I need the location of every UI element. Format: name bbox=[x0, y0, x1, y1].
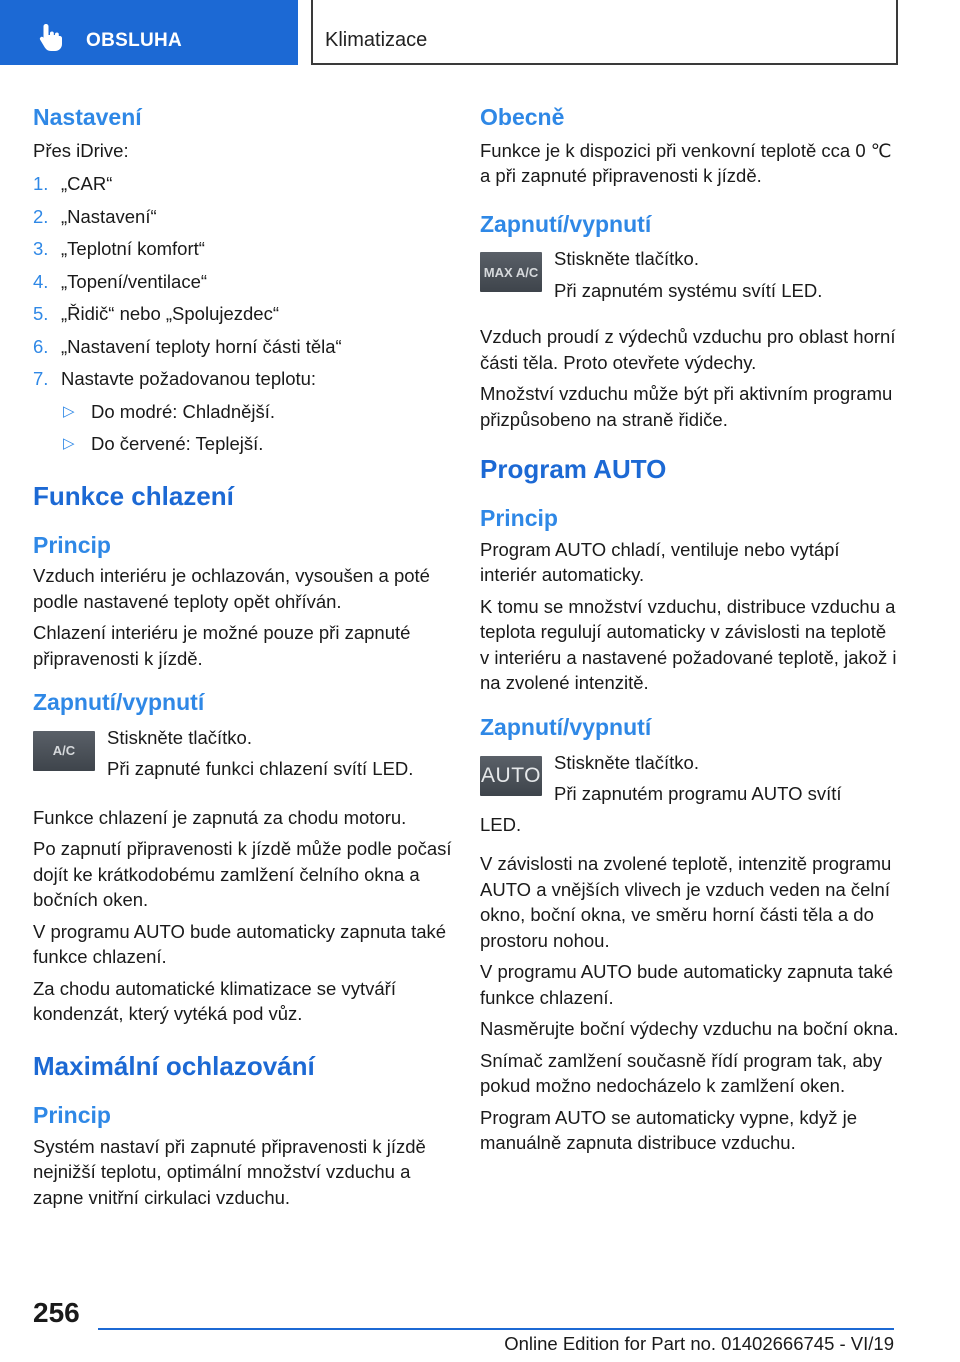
heading-obecne: Obecně bbox=[480, 104, 565, 130]
ac-button-image: A/C bbox=[33, 731, 95, 771]
list-item: 7. Nastavte požadovanou teplotu: bbox=[33, 368, 317, 390]
list-item: 5. „Řidič“ nebo „Spolujezdec“ bbox=[33, 303, 279, 325]
ac-button-block bbox=[33, 725, 453, 795]
paragraph: Program AUTO se automaticky vypne, když je manuálně zapnuta distribuce vzduchu. bbox=[480, 1106, 858, 1154]
paragraph: Snímač zamlžení současně řídí program tak, aby pokud možno nedocházelo k zamlžení oken. bbox=[480, 1049, 883, 1097]
steps-list bbox=[33, 171, 453, 457]
paragraph: Chlazení interiéru je možné pouze při zapnuté připravenosti k jízdě. bbox=[33, 622, 411, 669]
heading-princip: Princip bbox=[33, 1102, 111, 1129]
paragraph: Funkce chlazení je zapnutá za chodu motoru. bbox=[33, 806, 407, 828]
paragraph: V programu AUTO bude automaticky zapnuta také funkce chlazení. bbox=[480, 961, 894, 1008]
left-column bbox=[33, 100, 453, 1210]
max-ac-button-image: MAX A/C bbox=[480, 252, 542, 292]
auto-button-block bbox=[480, 750, 900, 812]
paragraph: Stiskněte tlačítko. bbox=[554, 751, 699, 773]
heading-zapnuti-vypnuti: Zapnutí/vypnutí bbox=[33, 689, 205, 716]
chapter-title: Klimatizace bbox=[325, 29, 428, 51]
paragraph: Množství vzduchu může být při aktivním programu přizpůsobeno na straně řidiče. bbox=[480, 383, 893, 430]
list-item: 2. „Nastavení“ bbox=[33, 205, 157, 227]
paragraph: Při zapnuté funkci chlazení svítí LED. bbox=[107, 758, 414, 780]
edition-text: Online Edition for Part no. 01402666745 - VI/19 bbox=[504, 1333, 894, 1354]
paragraph: Funkce je k dispozici při venkovní teplotě cca 0 ℃ a při zapnuté připravenosti k jízdě. bbox=[480, 139, 892, 187]
sub-list-item: ▷ Do červené: Teplejší. bbox=[33, 431, 453, 457]
section-title: OBSLUHA bbox=[86, 30, 183, 51]
max-ac-button-block bbox=[480, 246, 900, 316]
paragraph: Vzduch proudí z výdechů vzduchu pro oblast horní části těla. Proto otevřete výdechy. bbox=[480, 326, 896, 373]
paragraph: Přes iDrive: bbox=[33, 139, 129, 161]
right-column bbox=[480, 100, 900, 1156]
paragraph: Vzduch interiéru je ochlazován, vysoušen a poté podle nastavené teploty opět ohříván. bbox=[33, 565, 430, 612]
paragraph: Stiskněte tlačítko. bbox=[554, 248, 699, 270]
chapter-header bbox=[311, 0, 898, 65]
heading-zapnuti-vypnuti: Zapnutí/vypnutí bbox=[480, 713, 652, 740]
list-item: 6. „Nastavení teploty horní části těla“ bbox=[33, 335, 342, 357]
paragraph: Po zapnutí připravenosti k jízdě může podle počasí dojít ke krátkodobému zamlžení čelního okna a bočních oken. bbox=[33, 838, 452, 911]
paragraph: Nasměrujte boční výdechy vzduchu na boční okna. bbox=[480, 1018, 899, 1040]
heading-maximalni-ochlazovani: Maximální ochlazování bbox=[33, 1050, 315, 1081]
paragraph: Systém nastaví při zapnuté připravenosti k jízdě nejnižší teplotu, optimální množství vzduchu a zapne vnitřní cirkulaci vzduchu. bbox=[33, 1135, 426, 1208]
heading-nastaveni: Nastavení bbox=[33, 104, 142, 130]
list-item: 4. „Topení/ventilace“ bbox=[33, 270, 208, 292]
paragraph: Stiskněte tlačítko. bbox=[107, 726, 252, 748]
heading-princip: Princip bbox=[33, 531, 111, 558]
list-item: 3. „Teplotní komfort“ bbox=[33, 238, 205, 260]
paragraph: K tomu se množství vzduchu, distribuce vzduchu a teplota regulují automaticky v závislosti na teplotě v interiéru a nastavené požadované teplotě, jakož i na zvolené intenzitě. bbox=[480, 595, 897, 694]
paragraph: Při zapnutém systému svítí LED. bbox=[554, 279, 823, 301]
paragraph: V závislosti na zvolené teplotě, intenzitě programu AUTO a vnějších vlivech je vzduch veden na čelní okno, boční okna, ve směru horní části těla a do prostoru nohou. bbox=[480, 853, 892, 951]
section-tab bbox=[0, 0, 298, 65]
triangle-bullet-icon: ▷ bbox=[63, 435, 75, 453]
paragraph: V programu AUTO bude automaticky zapnuta také funkce chlazení. bbox=[33, 920, 447, 968]
paragraph: Program AUTO chladí, ventiluje nebo vytápí interiér automaticky. bbox=[480, 538, 840, 586]
heading-princip: Princip bbox=[480, 505, 558, 532]
page-number: 256 bbox=[33, 1297, 80, 1328]
footer-divider bbox=[98, 1328, 894, 1330]
heading-program-auto: Program AUTO bbox=[480, 454, 667, 485]
hand-pointer-icon bbox=[36, 22, 66, 52]
list-item: 1. „CAR“ bbox=[33, 173, 113, 195]
auto-button-image: AUTO bbox=[480, 756, 542, 796]
heading-zapnuti-vypnuti: Zapnutí/vypnutí bbox=[480, 210, 652, 237]
heading-funkce-chlazeni: Funkce chlazení bbox=[33, 480, 234, 511]
paragraph: Při zapnutém programu AUTO svítí bbox=[554, 783, 842, 805]
triangle-bullet-icon: ▷ bbox=[63, 402, 75, 420]
paragraph: Za chodu automatické klimatizace se vytváří kondenzát, který vytéká pod vůz. bbox=[33, 977, 396, 1025]
paragraph: LED. bbox=[480, 813, 522, 835]
sub-list-item: ▷ Do modré: Chladnější. bbox=[33, 399, 453, 425]
